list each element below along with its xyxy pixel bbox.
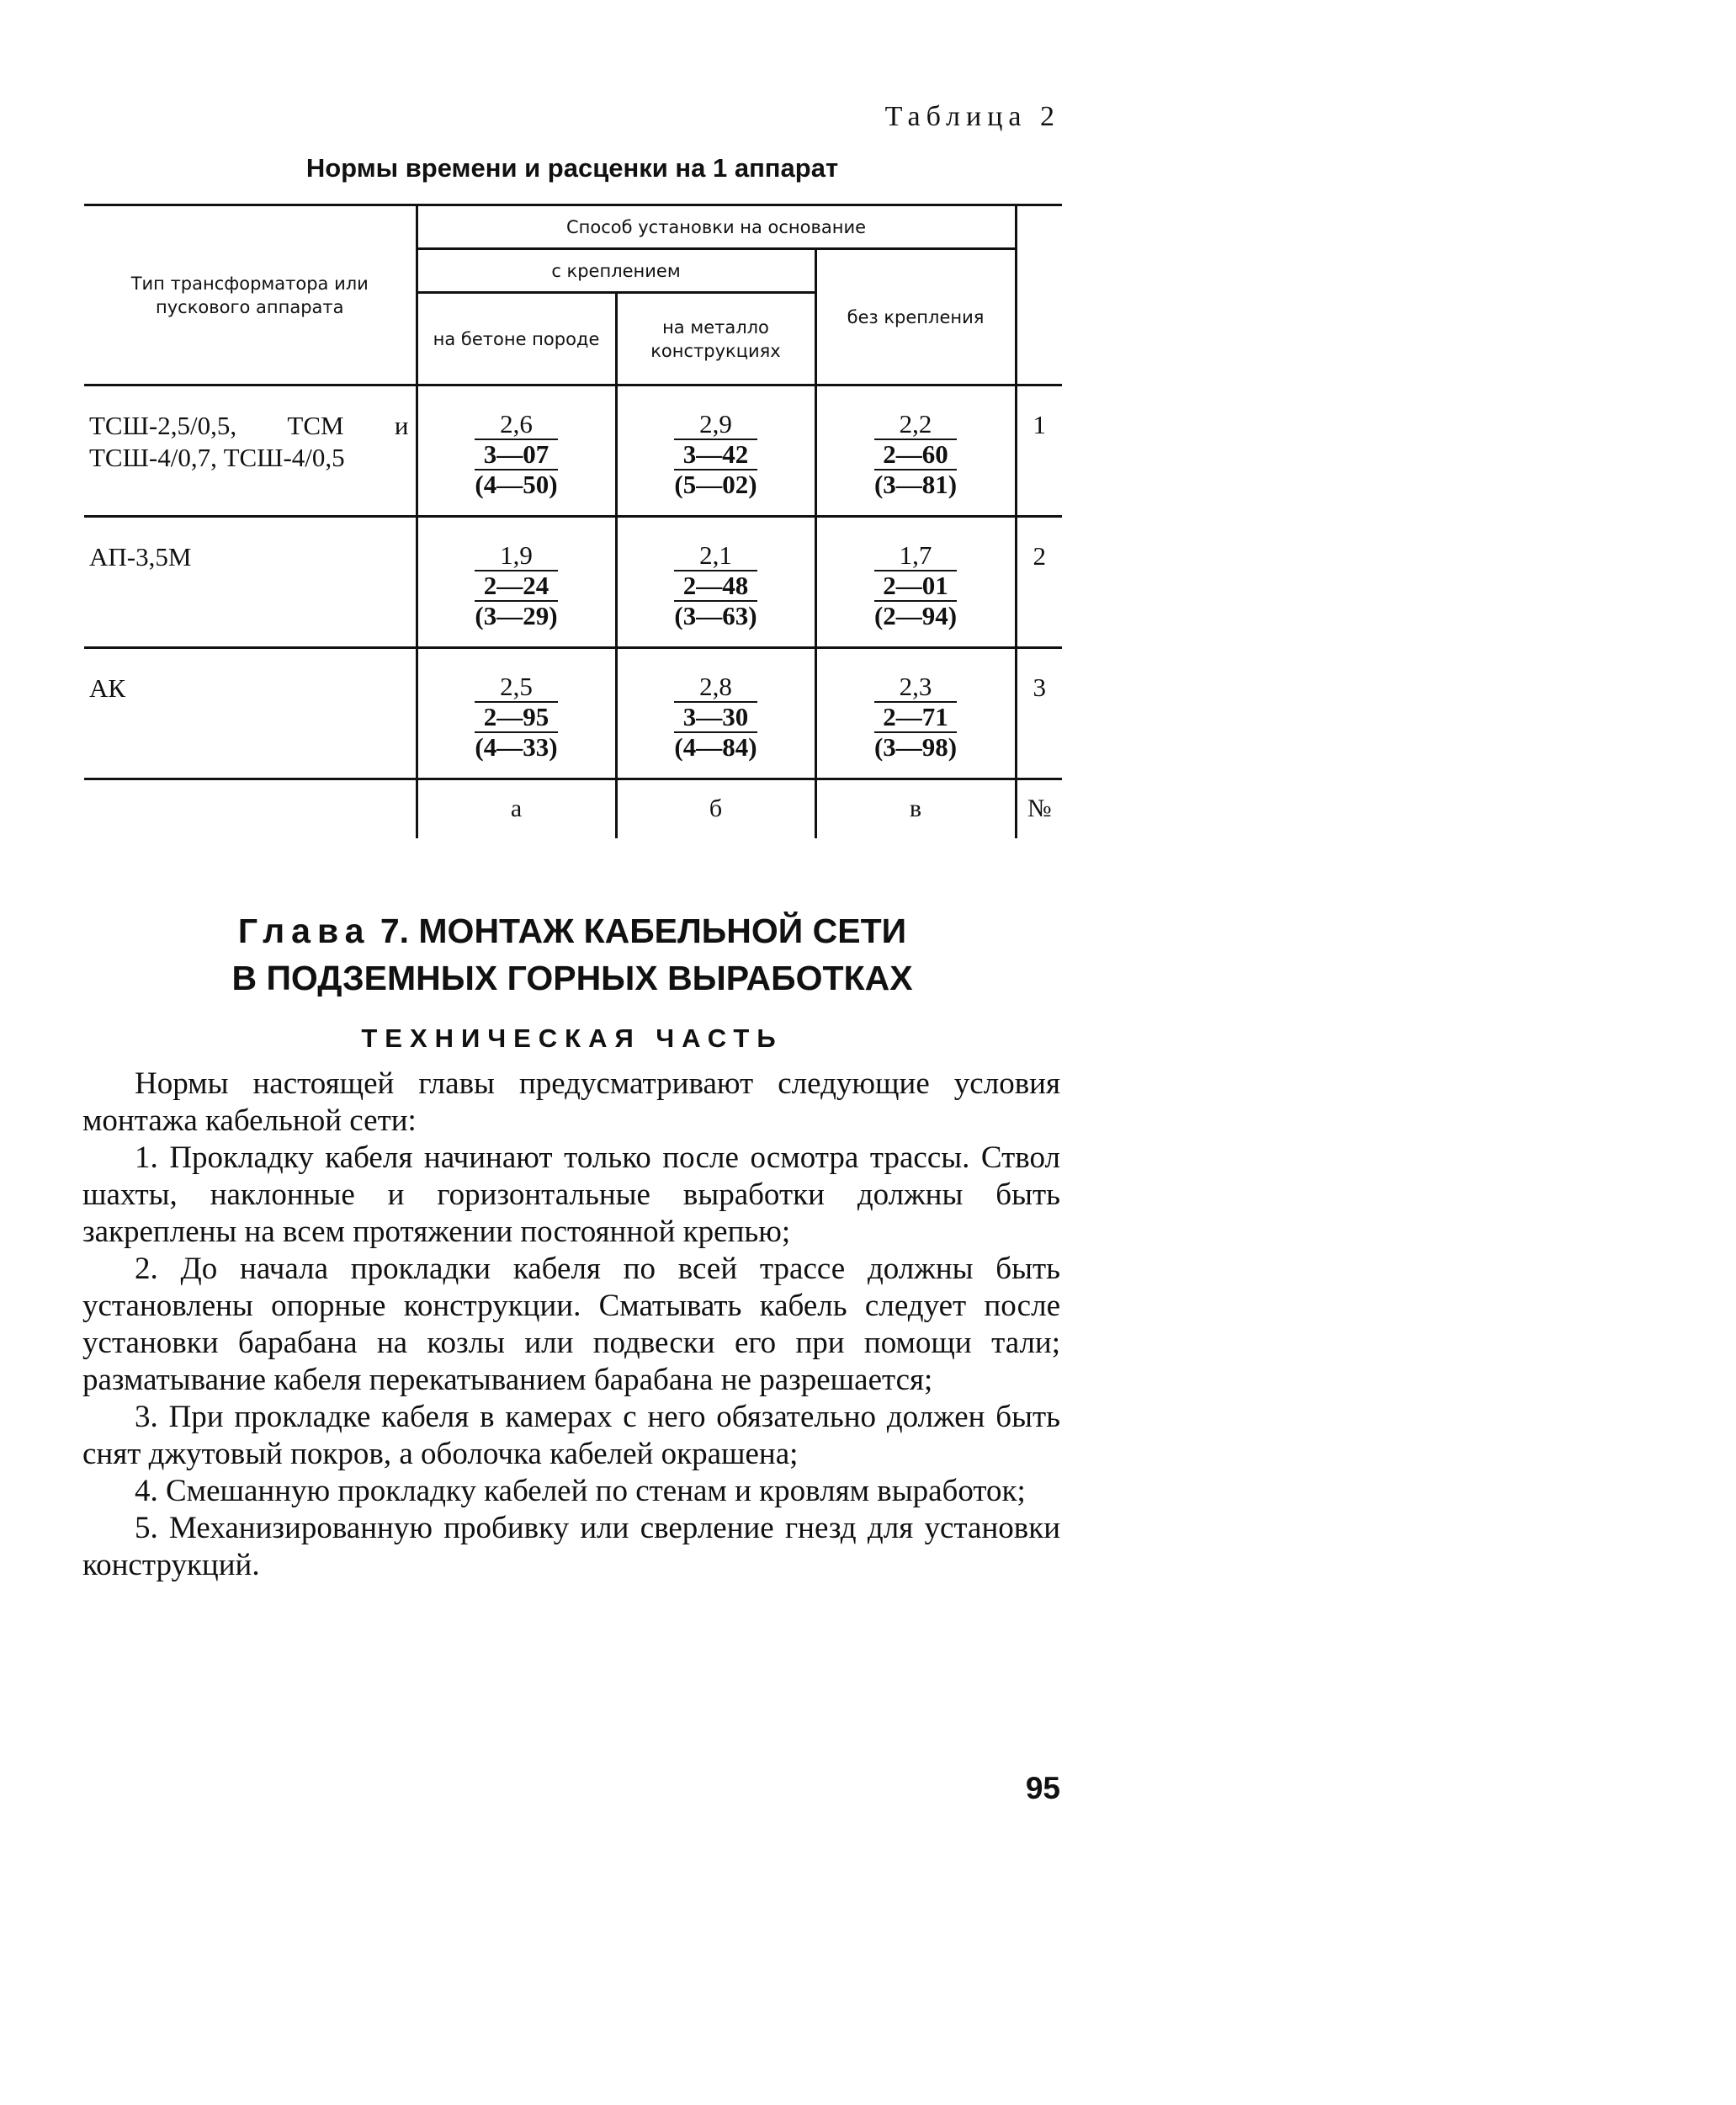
row-name: [84, 648, 417, 779]
rate-fraction: 2,2 2—60 (3—81): [873, 409, 958, 499]
header-with-fastening: с креплением: [417, 249, 815, 293]
row-number: 1: [1016, 385, 1062, 517]
row-name-line: АК: [89, 673, 126, 703]
paragraph: 1. Прокладку кабеля начинают только после осмотра трассы. Ствол шахты, наклонные и горизонтальные выработки должны быть закреплены на всем протяжении постоянной крепью;: [82, 1140, 1060, 1249]
paragraph: 2. До начала прокладки кабеля по всей трассе должны быть установлены опорные конструкции. Сматывать кабель следует после установки барабана на козлы или подвески его при помощи тали; разматывание кабеля перекатыванием барабана не разрешается;: [82, 1252, 1060, 1397]
footer-blank: [84, 779, 417, 838]
header-on-concrete: на бетоне породе: [417, 293, 616, 385]
rate-fraction: 2,5 2—95 (4—33): [475, 672, 558, 762]
chapter-prefix: Глава: [237, 912, 371, 950]
page-number: 95: [1025, 1771, 1060, 1805]
rate-fraction: 2,6 3—07 (4—50): [475, 409, 558, 499]
row-number: 2: [1016, 517, 1062, 648]
row-name-line: ТСШ-2,5/0,5, ТСМ и: [89, 411, 409, 440]
footer-col-no: №: [1016, 779, 1062, 838]
norms-table: [84, 204, 1062, 838]
rate-fraction: 2,8 3—30 (4—84): [674, 672, 757, 762]
chapter-heading-line2: В ПОДЗЕМНЫХ ГОРНЫХ ВЫРАБОТКАХ: [231, 959, 913, 997]
table-row: [84, 385, 1062, 517]
header-without-fastening: без крепления: [815, 249, 1016, 385]
row-name-line: ТСШ-4/0,7, ТСШ-4/0,5: [89, 443, 345, 472]
footer-col-c: в: [815, 779, 1016, 838]
paragraph: 4. Смешанную прокладку кабелей по стенам и кровлям выработок;: [135, 1474, 1026, 1508]
rate-fraction: 2,1 2—48 (3—63): [674, 540, 757, 630]
rate-fraction: 2,3 2—71 (3—98): [873, 672, 958, 762]
header-type: Тип трансформатора или пускового аппарата: [84, 205, 417, 385]
table-title: Нормы времени и расценки на 1 аппарат: [305, 153, 839, 183]
footer-col-a: а: [417, 779, 616, 838]
table-row: [84, 517, 1062, 648]
rate-fraction: 1,7 2—01 (2—94): [873, 540, 958, 630]
body-text: [82, 1066, 1060, 1584]
paragraph: 5. Механизированную пробивку или сверление гнезд для установки конструкций.: [82, 1511, 1060, 1582]
row-name-line: АП-3,5М: [89, 542, 192, 571]
header-blank: [1016, 205, 1062, 385]
section-heading: ТЕХНИЧЕСКАЯ ЧАСТЬ: [361, 1023, 783, 1053]
header-method: Способ установки на основание: [417, 205, 1016, 249]
rate-fraction: 2,9 3—42 (5—02): [674, 409, 757, 499]
header-on-metal: на металло конструкциях: [616, 293, 815, 385]
rate-fraction: 1,9 2—24 (3—29): [475, 540, 558, 630]
row-name: [84, 385, 417, 517]
chapter-heading-line1: [84, 907, 1060, 954]
footer-col-b: б: [616, 779, 815, 838]
row-number: 3: [1016, 648, 1062, 779]
chapter-heading: [84, 907, 1060, 1002]
table-label: Таблица 2: [884, 101, 1060, 132]
paragraph: 3. При прокладке кабеля в камерах с него обязательно должен быть снят джутовый покров, а оболочка кабелей окрашена;: [82, 1400, 1060, 1471]
table-footer-row: [84, 779, 1062, 838]
paragraph: Нормы настоящей главы предусматривают следующие условия монтажа кабельной сети:: [82, 1066, 1060, 1138]
row-name: [84, 517, 417, 648]
chapter-title: 7. МОНТАЖ КАБЕЛЬНОЙ СЕТИ: [380, 912, 907, 950]
table-row: [84, 648, 1062, 779]
